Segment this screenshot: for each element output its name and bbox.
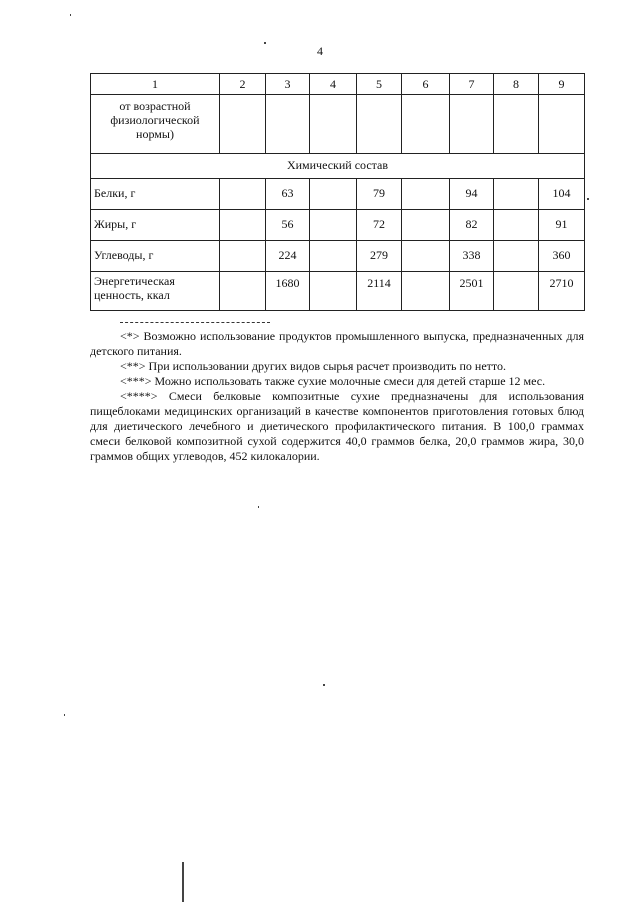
footnotes xyxy=(90,322,584,464)
table-row xyxy=(91,272,585,311)
table-cell: 104 xyxy=(539,179,585,210)
scan-speck xyxy=(182,862,184,902)
table-header-row xyxy=(91,74,585,95)
section-row xyxy=(91,154,585,179)
table-cell: 2501 xyxy=(450,272,494,311)
column-header: 8 xyxy=(494,74,539,95)
table-cell: 360 xyxy=(539,241,585,272)
column-header: 6 xyxy=(402,74,450,95)
table-cell: 2710 xyxy=(539,272,585,311)
table-cell: 91 xyxy=(539,210,585,241)
table-cell: 72 xyxy=(357,210,402,241)
row-label: Жиры, г xyxy=(91,210,220,241)
nutrition-table xyxy=(90,73,585,311)
table-cell: 63 xyxy=(266,179,310,210)
table-cell: 56 xyxy=(266,210,310,241)
footnote-3: <***> Можно использовать также сухие молочные смеси для детей старше 12 мес. xyxy=(120,374,546,388)
column-header: 2 xyxy=(220,74,266,95)
table-row xyxy=(91,241,585,272)
column-header: 3 xyxy=(266,74,310,95)
row-label: Углеводы, г xyxy=(91,241,220,272)
table-row xyxy=(91,179,585,210)
section-title: Химический состав xyxy=(91,154,585,179)
scan-speck xyxy=(70,14,71,16)
table-cell: 224 xyxy=(266,241,310,272)
row-label: Белки, г xyxy=(91,179,220,210)
page-number: 4 xyxy=(317,44,323,58)
table-row xyxy=(91,95,585,154)
footnote-1: <*> Возможно использование продуктов промышленного выпуска, предназначенных для детского питания. xyxy=(90,329,584,358)
row-label: от возрастной физиологической нормы) xyxy=(91,95,220,154)
table-cell: 338 xyxy=(450,241,494,272)
column-header: 7 xyxy=(450,74,494,95)
scan-speck xyxy=(587,198,589,200)
scan-speck xyxy=(64,714,65,716)
column-header: 5 xyxy=(357,74,402,95)
row-label: Энергетическая ценность, ккал xyxy=(91,272,220,311)
footnote-2: <**> При использовании других видов сырья расчет производить по нетто. xyxy=(120,359,506,373)
column-header: 9 xyxy=(539,74,585,95)
column-header: 1 xyxy=(91,74,220,95)
table-cell: 2114 xyxy=(357,272,402,311)
footnote-4: <****> Смеси белковые композитные сухие предназначены для использования пищеблоками медицинских организаций в качестве компонентов приготовления готовых блюд для диетического лечебного и диетического профилактического питания. В 100,0 граммах смеси белковой композитной сухой содержится 40,0 граммов белка, 20,0 граммов жира, 30,0 граммов общих углеводов, 452 килокалории. xyxy=(90,389,584,463)
footnote-divider xyxy=(120,322,270,323)
column-header: 4 xyxy=(310,74,357,95)
table-cell: 1680 xyxy=(266,272,310,311)
table-cell: 94 xyxy=(450,179,494,210)
table-row xyxy=(91,210,585,241)
scan-speck xyxy=(258,506,259,508)
scan-speck xyxy=(323,684,325,686)
table-cell: 79 xyxy=(357,179,402,210)
scan-speck xyxy=(264,42,266,44)
table-cell: 82 xyxy=(450,210,494,241)
table-cell: 279 xyxy=(357,241,402,272)
